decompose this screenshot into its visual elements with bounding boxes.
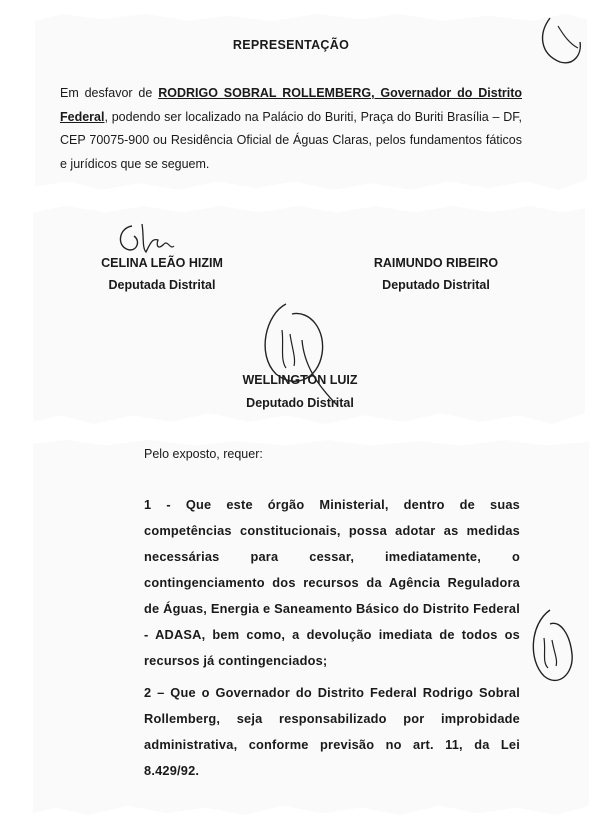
- signatory-role-3: Deputado Distrital: [246, 396, 354, 410]
- signatory-name-2: RAIMUNDO RIBEIRO: [373, 256, 499, 270]
- handwritten-signature-3-icon: [520, 604, 582, 694]
- handwritten-signature-2-icon: [246, 294, 356, 414]
- signature-mark-corner-icon: [530, 14, 585, 74]
- intro-text: Em desfavor de: [60, 86, 153, 100]
- address-text: , podendo ser localizado na Palácio do Buriti, Praça do Buriti Brasília – DF, CEP 70075-900 ou Residência Oficial de Águas Claras, pelos fundamentos fáticos e jurídicos que se seguem.: [60, 109, 522, 171]
- request-item-2: 2 – Que o Governador do Distrito Federal Rodrigo Sobral Rollemberg, seja responsabilizado por improbidade administrativa, conforme previsão no art. 11, da Lei 8.429/92.: [144, 685, 520, 778]
- request-item-1: 1 - Que este órgão Ministerial, dentro de suas competências constitucionais, possa adotar as medidas necessárias para cessar, imediatamente, o contingenciamento dos recursos da Agência Reguladora de Águas, Energia e Saneamento Básico do Distrito Federal - ADASA, bem como, a devolução imediata de todos os recursos já contingenciados;: [144, 497, 520, 668]
- document-title: REPRESENTAÇÃO: [232, 38, 350, 52]
- representation-paragraph: [60, 82, 522, 176]
- defendant-name: RODRIGO SOBRAL ROLLEMBERG, Governador do Distrito Federal: [60, 86, 523, 124]
- signatory-name-3: WELLINGTON LUIZ: [242, 373, 358, 387]
- signatory-role-2: Deputado Distrital: [382, 278, 490, 292]
- handwritten-signature-1-icon: [112, 220, 182, 270]
- signatory-role-1: Deputada Distrital: [108, 278, 216, 292]
- signatory-name-1: CELINA LEÃO HIZIM: [101, 256, 223, 270]
- request-lead: Pelo exposto, requer:: [144, 447, 263, 461]
